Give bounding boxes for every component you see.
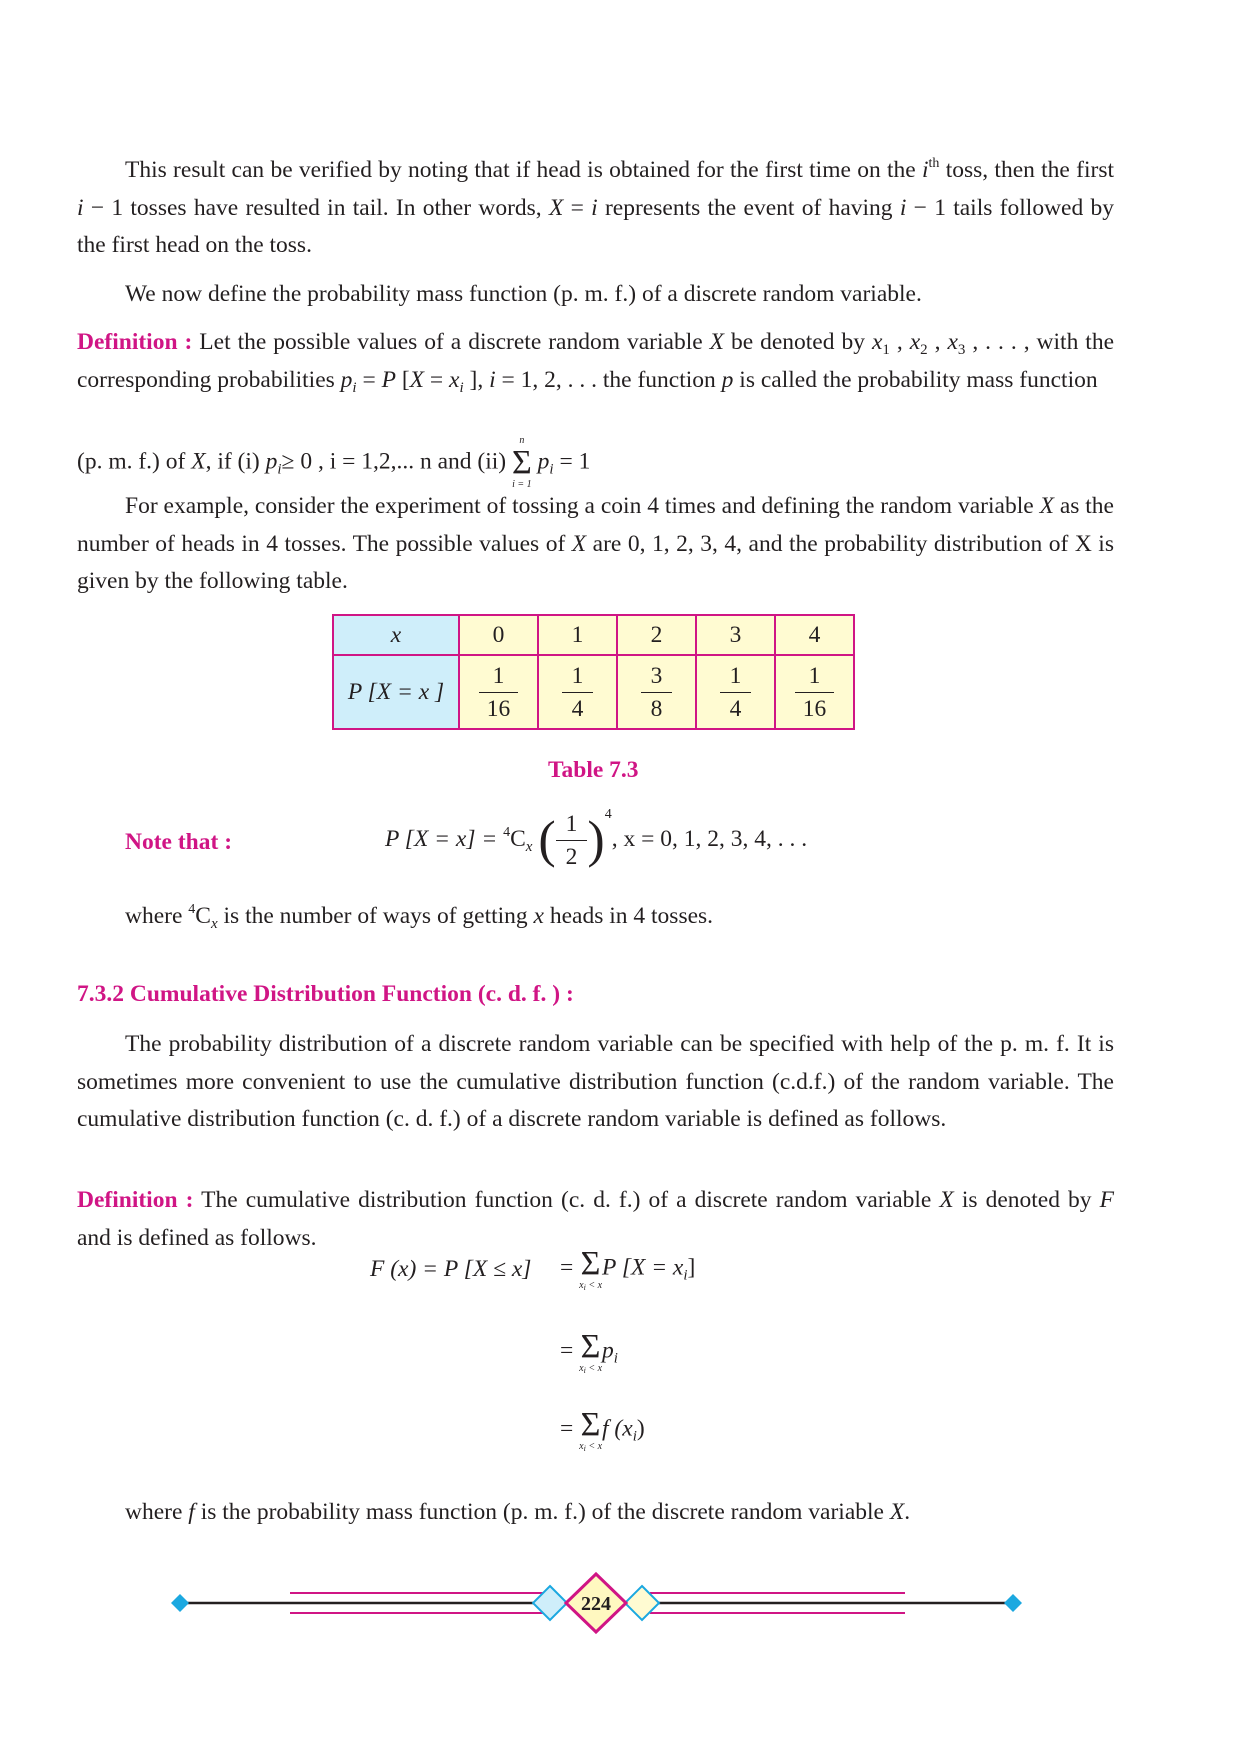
section-heading: 7.3.2 Cumulative Distribution Function (c. d. f. ) : [77,981,574,1007]
table-cell: $\frac{1}{16}$ [775,655,854,729]
table-cell: 3 [696,615,775,655]
footer-diamond-icon [533,1586,567,1620]
definition-pmf-conditions: (p. m. f.) of X, if (i) $p_i\ge 0$ , i = 1,2,... n and (ii) n Σ i = 1 $p_i = 1$ [77,435,591,490]
page-number: 224 [581,1593,611,1615]
definition-cdf: Definition : The cumulative distribution function (c. d. f.) of a discrete random variable X is denoted by F and is defined as follows. [77,1187,1114,1251]
table-header-x: x [333,615,459,655]
table-cell: 1 [538,615,617,655]
paragraph-geometric-verification: This result can be verified by noting that if head is obtained for the first time on the $i^{th}$ toss, then the first i − 1 tosses have resulted in tail. In other words, X = i represents the event of having i − 1 tails followed by the first head on the toss. [77,156,1115,258]
table-caption: Table 7.3 [548,757,639,783]
paragraph-where-pmf: where f is the probability mass function (p. m. f.) of the discrete random variable X. [125,1499,911,1525]
cdf-equation-line-1: F (x) = P [X ≤ x] [370,1256,532,1282]
table-cell: 2 [617,615,696,655]
definition-pmf: Definition : Let the possible values of a discrete random variable X be denoted by $x_1$ , $x_2$ , $x_3$ , . . . , with the corresponding probabilities $p_i = P$ [$X = x_i$ ], i = 1, 2, . . . the function p is called the probability mass function [77,329,1115,396]
paragraph-example: For example, consider the experiment of tossing a coin 4 times and defining the random variable X as the number of heads in 4 tosses. The possible values of X are 0, 1, 2, 3, 4, and the probability distribution of X is given by the following table. [77,493,1114,594]
table-row [333,655,854,729]
probability-distribution-table [332,614,855,730]
summation-symbol: Σ $x_i < x$ [579,1406,603,1453]
paragraph-cdf-intro: The probability distribution of a discrete random variable can be specified with help of the p. m. f. It is sometimes more convenient to use the cumulative distribution function (c.d.f.) of the random variable. The cumulative distribution function (c. d. f.) of a discrete random variable is defined as follows. [77,1031,1114,1132]
footer-diamond-left-icon [171,1594,189,1612]
table-cell: 4 [775,615,854,655]
table-cell: $\frac{1}{16}$ [459,655,538,729]
summation-symbol: Σ $x_i < x$ [579,1245,603,1292]
paragraph-pmf-intro: We now define the probability mass function (p. m. f.) of a discrete random variable. [125,281,922,307]
table-header-probability: P [X = x ] [333,655,459,729]
table-cell: 0 [459,615,538,655]
definition-label: Definition : [77,1187,194,1213]
summation-symbol: Σ $x_i < x$ [579,1328,603,1375]
cdf-equation-rhs-2: = Σ $x_i < x$ $p_i$ [560,1328,618,1375]
summation-symbol: n Σ i = 1 [512,435,532,490]
cdf-equation-rhs-1: = Σ $x_i < x$ P $[X = x_i]$ [560,1245,696,1292]
table-cell: $\frac{3}{8}$ [617,655,696,729]
table-row [333,615,854,655]
cdf-equation-rhs-3: = Σ $x_i < x$ f $(x_i)$ [560,1406,645,1453]
definition-label: Definition : [77,329,193,355]
page-footer-ornament [0,1560,1241,1660]
table-cell: $\frac{1}{4}$ [696,655,775,729]
table-cell: $\frac{1}{4}$ [538,655,617,729]
footer-diamond-right-icon [1004,1594,1022,1612]
note-label: Note that : [125,829,233,855]
footer-diamond-icon [625,1586,659,1620]
note-formula: P $[X = x] = ^4C_x$ ( $\frac{1}{2}$ )$^4$, x = 0, 1, 2, 3, 4, . . . [385,806,808,870]
paragraph-where-combination: where $^4C_x$ is the number of ways of getting x heads in 4 tosses. [125,902,714,932]
